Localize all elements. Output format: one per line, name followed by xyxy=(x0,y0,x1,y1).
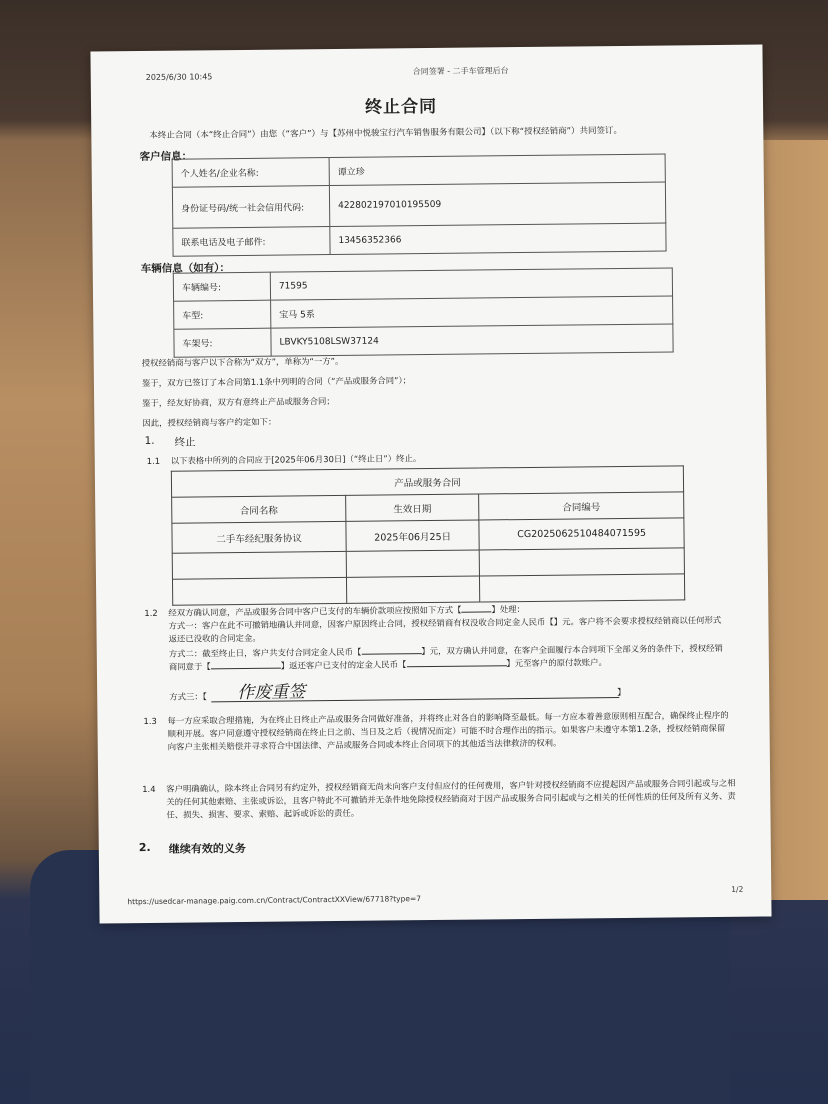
vehicle-no-value: 71595 xyxy=(270,268,672,300)
contract-name-cell: 二手车经纪服务协议 xyxy=(172,521,346,553)
contract-page xyxy=(90,45,771,924)
vehicle-vin-label: 车架号: xyxy=(174,328,271,357)
section2-title: 继续有效的义务 xyxy=(168,841,246,856)
mode-two-part-a: 方式二：截至终止日，客户共支付合同定金人民币【 xyxy=(168,646,362,659)
contract-table-caption: 产品或服务合同 xyxy=(171,466,683,497)
mode-two-part-d: 】元至客户的原付款账户。 xyxy=(506,657,607,669)
page-number: 1/2 xyxy=(731,884,744,894)
blank-field xyxy=(361,653,421,655)
recital-whereas-2: 鉴于，经友好协商，双方有意终止产品或服务合同； xyxy=(142,396,335,409)
clause-1-3-text: 每一方应采取合理措施，为在终止日终止产品或服务合同做好准备，并将终止对各自的影响降至最低。每一方应本着善意原则相互配合，确保终止程序的顺利开展。客户同意遵守授权经销商在终止日之前、当日及之后（视情况而定）可能不时合理作出的指示。如果客户未遵守本第1.2条，授权经销商保留向客户主张相关赔偿并寻求符合中国法律、产品或服务合同或本终止合同项下的其他适当法律救济的权利。 xyxy=(167,709,729,752)
clause-1-1-text: 以下表格中所列的合同应于[2025年06月30日]（“终止日”）终止。 xyxy=(170,453,422,466)
customer-name-value: 谭立珍 xyxy=(329,154,665,186)
empty-cell xyxy=(479,548,684,576)
customer-contact-value: 13456352366 xyxy=(330,223,666,255)
customer-name-label: 个人姓名/企业名称: xyxy=(172,158,329,188)
customer-id-value: 422802197010195509 xyxy=(329,182,665,227)
clause-1-2-lead: 经双方确认同意，产品或服务合同中客户已支付的车辆价款项应按照如下方式【 xyxy=(168,604,462,618)
clause-1-2-number: 1.2 xyxy=(144,607,158,619)
blank-field xyxy=(406,665,506,667)
handwritten-signature: 作废重签 xyxy=(237,682,306,704)
mode-two-text xyxy=(169,642,729,674)
recital-therefore: 因此，授权经销商与客户约定如下： xyxy=(142,416,277,429)
recital-parties: 授权经销商与客户以下合称为“双方”，单称为“一方”。 xyxy=(141,355,344,369)
customer-id-label: 身份证号码/统一社会信用代码: xyxy=(172,186,329,229)
recital-whereas-1: 鉴于，双方已签订了本合同第1.1条中列明的合同（“产品或服务合同”）； xyxy=(141,375,412,389)
clause-1-3-number: 1.3 xyxy=(143,715,157,727)
empty-cell xyxy=(347,576,480,603)
blank-field xyxy=(211,668,281,670)
clause-1-4-number: 1.4 xyxy=(142,783,156,795)
print-header-title: 合同签署 - 二手车管理后台 xyxy=(412,66,509,77)
vehicle-model-label: 车型: xyxy=(174,300,271,329)
contract-date-cell: 2025年06月25日 xyxy=(346,520,479,551)
vehicle-info-table xyxy=(173,267,674,357)
customer-info-heading: 客户信息： xyxy=(139,150,193,164)
empty-cell xyxy=(172,551,346,579)
customer-contact-label: 联系电话及电子邮件: xyxy=(173,227,330,257)
method-blank xyxy=(461,611,491,612)
section1-number: 1. xyxy=(144,434,155,447)
table-row xyxy=(172,574,684,605)
customer-info-table xyxy=(172,154,667,257)
clause-1-4-text: 客户明确确认，除本终止合同另有约定外，授权经销商无尚未向客户支付但应付的任何费用，客户针对授权经销商不应提起因产品或服务合同引起或与之相关的任何其他索赔、主张或诉讼，且客户特此不可撤销并无条件地免除授权经销商对于因产品或服务合同引起或与之相关的任何性质的任何及所有义务、责任、损失、损害、要求、索赔、起诉或诉讼的责任。 xyxy=(166,777,736,820)
mode-three-label: 方式三：【 xyxy=(169,691,207,702)
intro-paragraph: 本终止合同（本“终止合同”）由您（“客户”）与【苏州中悦骏宝行汽车销售服务有限公司】（以下称“授权经销商”）共同签订。 xyxy=(149,125,623,141)
table-row xyxy=(172,182,665,228)
section1-title: 终止 xyxy=(174,436,196,449)
clause-1-1-number: 1.1 xyxy=(146,455,161,466)
table-row xyxy=(173,223,666,256)
col-header-number: 合同编号 xyxy=(479,492,684,520)
section2-number: 2. xyxy=(138,840,151,855)
empty-cell xyxy=(346,550,479,577)
empty-cell xyxy=(480,574,685,602)
vehicle-info-heading: 车辆信息（如有）： xyxy=(140,262,231,276)
vehicle-vin-value: LBVKY5108LSW37124 xyxy=(271,324,673,356)
col-header-date: 生效日期 xyxy=(346,494,479,521)
mode-one-text: 方式一：客户在此不可撤销地确认并同意，因客户原因终止合同，授权经销商有权没收合同定金人民币【】元。客户将不会要求授权经销商以任何形式返还已没收的合同定金。 xyxy=(168,614,722,644)
document-title: 终止合同 xyxy=(364,96,438,118)
mode-three-end: 】 xyxy=(617,686,626,698)
vehicle-model-value: 宝马 5系 xyxy=(271,296,673,328)
print-date: 2025/6/30 10:45 xyxy=(145,72,213,82)
mode-two-part-c: 】返还客户已支付的定金人民币【 xyxy=(280,659,407,671)
clause-1-2-tail: 】处理： xyxy=(491,604,525,615)
vehicle-no-label: 车辆编号: xyxy=(173,272,270,301)
contract-number-cell: CG2025062510484071595 xyxy=(479,518,684,550)
empty-cell xyxy=(172,577,346,605)
col-header-name: 合同名称 xyxy=(172,495,346,523)
mode-two-part-b: 】元，双方确认并同意，在客户全面履行本合同项下全部义务的条件下，授权经销商同意于【 xyxy=(168,642,723,672)
contract-table xyxy=(171,465,685,605)
footer-url: https://usedcar-manage.paig.com.cn/Contract/ContractXXView/67718?type=7 xyxy=(127,894,422,907)
